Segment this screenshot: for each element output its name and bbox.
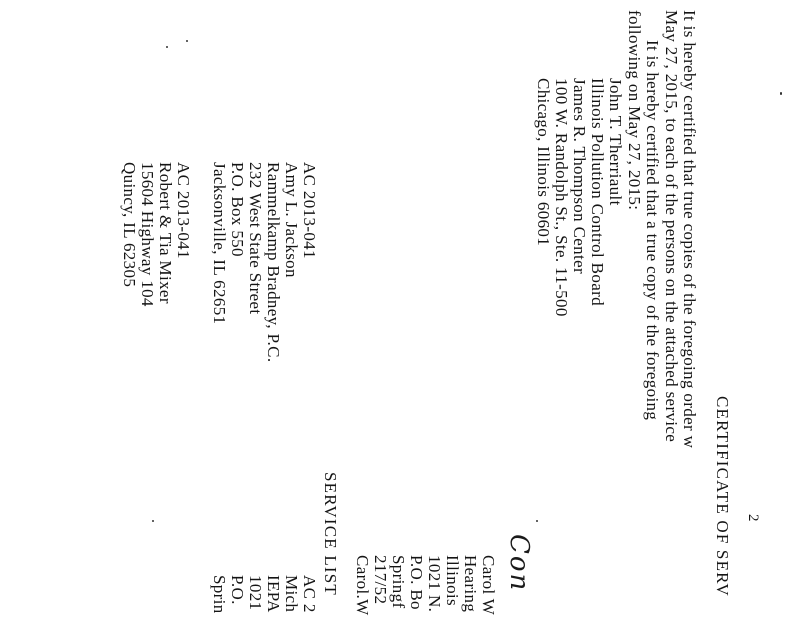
service-entry-4-line: Illinois [443, 555, 462, 606]
page-number: 2 [745, 514, 761, 522]
service-entry-4-line: 1021 N. [425, 555, 444, 613]
scan-speck [780, 92, 782, 95]
service-entry-4-name: Carol W [479, 555, 498, 616]
service-entry-4-line: Springf [389, 555, 408, 609]
signer-building: James R. Thompson Center [570, 78, 589, 275]
service-entry-1-line: Rammelkamp Bradney, P.C. [264, 162, 283, 363]
service-entry-3-line: 1021 [246, 575, 265, 611]
service-entry-4-line: Hearing [461, 555, 480, 613]
service-entry-1-case: AC 2013-041 [300, 162, 319, 259]
service-entry-1-line: Amy L. Jackson [282, 162, 301, 278]
service-entry-1-line: P.O. Box 550 [228, 162, 247, 257]
service-entry-2-case: AC 2013-041 [174, 162, 193, 259]
service-entry-4-line: 217/52 [371, 555, 390, 605]
signer-city: Chicago, Illinois 60601 [534, 78, 553, 247]
service-entry-1-line: 232 West State Street [246, 162, 265, 315]
service-list-title: SERVICE LIST [321, 472, 340, 597]
service-entry-1-line: Jacksonville, IL 62651 [210, 162, 229, 325]
service-entry-2-line: Quincy, IL 62305 [120, 162, 139, 288]
certification-paragraph-line-1: It is hereby certified that true copies of the foregoing order w [680, 10, 699, 449]
service-entry-3-line: Mich [282, 575, 301, 613]
service-entry-4-line: Carol.W [353, 555, 372, 616]
service-entry-2-line: Robert & Tia Mixer [156, 162, 175, 304]
service-entry-3-case: AC 2 [300, 575, 319, 613]
handwritten-signature: Con [504, 534, 534, 593]
mailing-paragraph-line-2: following on May 27, 2015: [625, 10, 644, 211]
service-entry-3-line: Sprin [210, 575, 229, 614]
signer-name: John T. Therriault [606, 78, 625, 206]
certificate-heading: CERTIFICATE OF SERV [713, 396, 732, 597]
service-entry-4-line: P.O. Bo [407, 555, 426, 610]
mailing-paragraph-line-1: It is hereby certified that a true copy of the foregoing [643, 40, 662, 421]
service-entry-2-line: 15604 Highway 104 [138, 162, 157, 307]
scan-speck [152, 520, 154, 522]
scan-speck [186, 40, 188, 42]
signer-street: 100 W. Randolph St., Ste. 11-500 [552, 78, 571, 317]
scan-speck [536, 520, 538, 522]
service-entry-3-line: P.O. [228, 575, 247, 605]
certification-paragraph-line-2: May 27, 2015, to each of the persons on the attached service [662, 10, 681, 443]
scan-speck [166, 46, 168, 48]
service-entry-3-line: IEPA [264, 575, 283, 613]
signer-organization: Illinois Pollution Control Board [588, 78, 607, 306]
